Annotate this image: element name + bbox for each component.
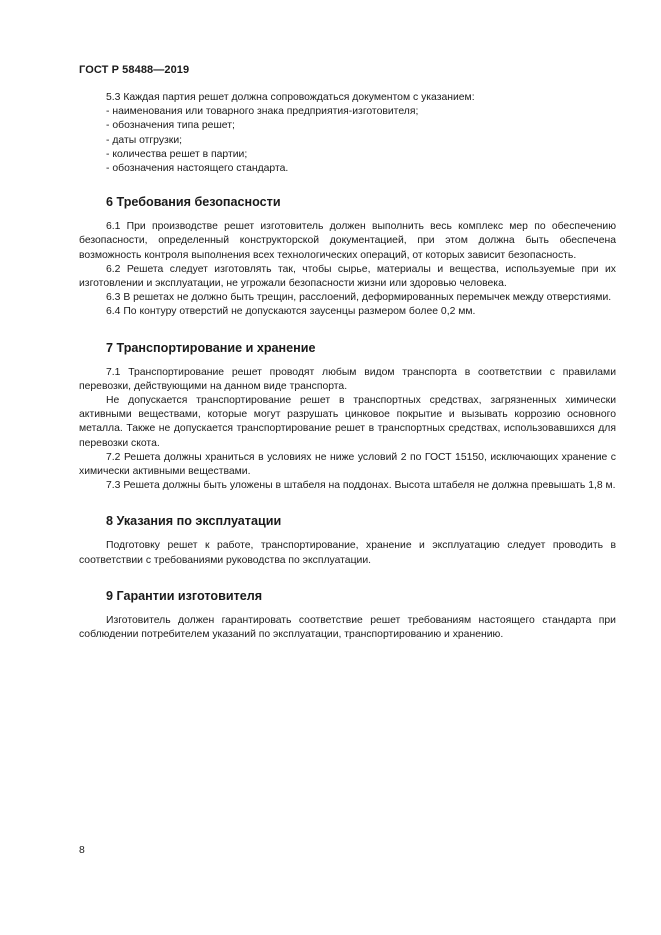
clause-5-3-list bbox=[79, 105, 616, 176]
clause-7-3: 7.3 Решета должны быть уложены в штабеля на поддонах. Высота штабеля не должна превышать 1,8 м. bbox=[106, 480, 616, 492]
clause-6-4: 6.4 По контуру отверстий не допускаются заусенцы размером более 0,2 мм. bbox=[106, 306, 476, 318]
section-6-heading: 6 Требования безопасности bbox=[106, 195, 281, 210]
clause-6-2: 6.2 Решета следует изготовлять так, чтобы сырье, материалы и вещества, используемые при их изготовлении и эксплуатации, не угрожали безопасности жизни или здоровью человека. bbox=[79, 263, 616, 290]
page-content bbox=[79, 91, 616, 642]
clause-5-3-intro: 5.3 Каждая партия решет должна сопровождаться документом с указанием: bbox=[106, 92, 475, 103]
clause-6-3: 6.3 В решетах не должно быть трещин, расслоений, деформированных перемычек между отверстиями. bbox=[106, 292, 612, 304]
list-item: - наименования или товарного знака предприятия-изготовителя; bbox=[106, 106, 419, 118]
clause-7-1: 7.1 Транспортирование решет проводят любым видом транспорта в соответствии с правилами перевозки, действующими на данном виде транспорта. bbox=[79, 366, 616, 392]
section-8-heading: 8 Указания по эксплуатации bbox=[106, 514, 282, 529]
section-9-heading: 9 Гарантии изготовителя bbox=[106, 588, 263, 603]
list-item: - обозначения настоящего стандарта. bbox=[106, 163, 289, 175]
list-item: - количества решет в партии; bbox=[106, 148, 248, 160]
list-item: - даты отгрузки; bbox=[106, 134, 183, 146]
clause-6-1: 6.1 При производстве решет изготовитель должен выполнить весь комплекс мер по обеспечению безопасности, определенный конструкторской документацией, при этом должна быть обеспечена возможность контроля выполнения всех технологических операций, от которых зависит безопасность. bbox=[79, 221, 616, 261]
section-9-text: Изготовитель должен гарантировать соответствие решет требованиям настоящего стандарта при соблюдении потребителем указаний по эксплуатации, транспортированию и хранению. bbox=[79, 614, 616, 641]
clause-7-2: 7.2 Решета должны храниться в условиях не ниже условий 2 по ГОСТ 15150, исключающих хранение с химически активными веществами. bbox=[79, 451, 616, 478]
clause-7-1-note: Не допускается транспортирование решет в транспортных средствах, загрязненных химически активными веществами, которые могут разрушать цинковое покрытие и вызывать коррозию основного металла. Также не допускается транспортирование решет в транспортных средствах, использовавшихся для перевозки скота. bbox=[79, 395, 616, 449]
section-7-heading: 7 Транспортирование и хранение bbox=[106, 340, 316, 355]
page-number: 8 bbox=[79, 845, 85, 856]
standard-header: ГОСТ Р 58488—2019 bbox=[79, 64, 190, 76]
section-8-text: Подготовку решет к работе, транспортирование, хранение и эксплуатацию следует проводить в соответствии с требованиями руководства по эксплуатации. bbox=[79, 540, 616, 566]
list-item: - обозначения типа решет; bbox=[106, 120, 235, 132]
